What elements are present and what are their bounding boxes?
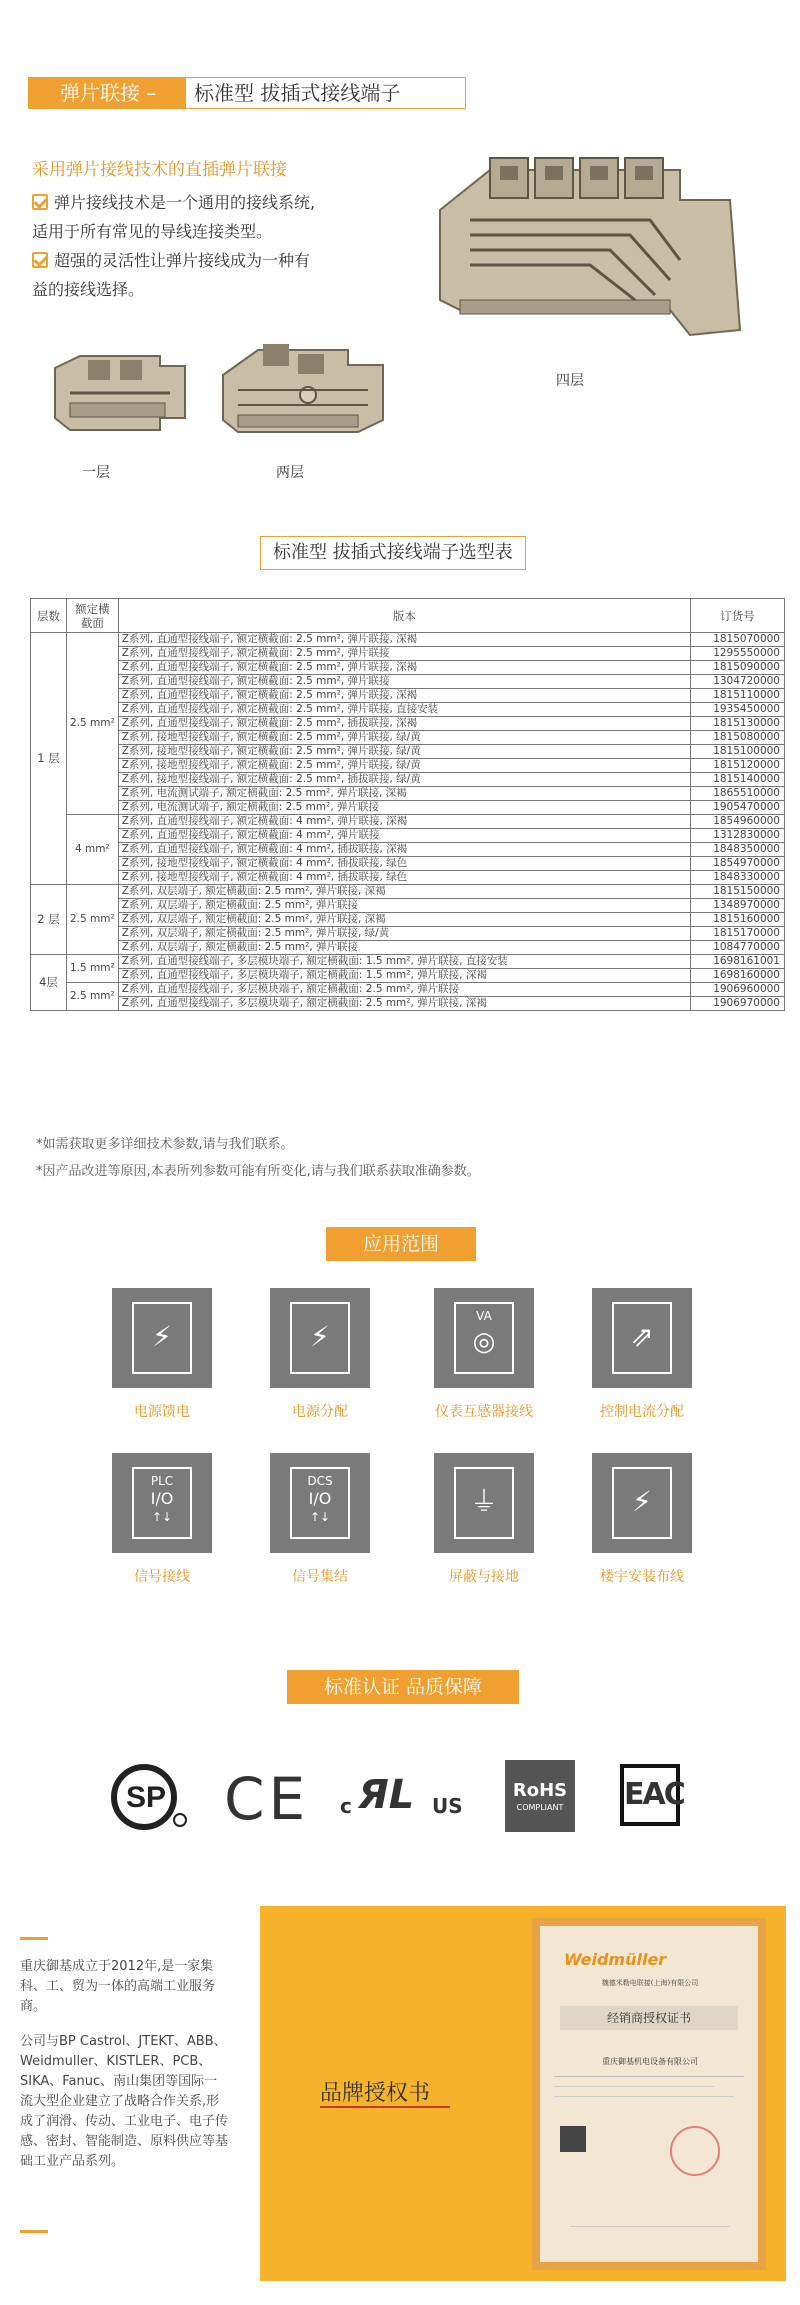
- application-label: 电源分配: [292, 1404, 348, 1420]
- signal-aggregation-icon: DCS I/O ↑↓: [270, 1453, 370, 1553]
- shield-ground-icon: ⏚: [434, 1453, 534, 1553]
- cell-version: Z系列, 直通型接线端子, 多层模块端子, 额定横截面: 1.5 mm², 弹片联接, 直接安装: [118, 955, 690, 969]
- cell-order-number: 1815120000: [691, 759, 785, 773]
- certification-title: 标准认证 品质保障: [287, 1670, 519, 1704]
- selection-table: [30, 598, 785, 1011]
- eac-mark-icon: EAC: [620, 1764, 680, 1826]
- cell-version: Z系列, 直通型接线端子, 额定横截面: 4 mm², 弹片联接, 深褐: [118, 815, 690, 829]
- table-row: [31, 899, 785, 913]
- cell-order-number: 1815070000: [691, 633, 785, 647]
- cell-order-number: 1815110000: [691, 689, 785, 703]
- cell-order-number: 1698160000: [691, 969, 785, 983]
- cell-version: Z系列, 直通型接线端子, 额定横截面: 2.5 mm², 弹片联接, 深褐: [118, 661, 690, 675]
- cell-version: Z系列, 接地型接线端子, 额定横截面: 4 mm², 插拔联接, 绿色: [118, 871, 690, 885]
- cell-version: Z系列, 直通型接线端子, 额定横截面: 2.5 mm², 弹片联接, 直接安装: [118, 703, 690, 717]
- cell-version: Z系列, 直通型接线端子, 额定横截面: 2.5 mm², 插拔联接, 深褐: [118, 717, 690, 731]
- caption-four-layer: 四层: [556, 373, 584, 389]
- cell-order-number: 1905470000: [691, 801, 785, 815]
- caption-two-layer: 两层: [276, 465, 304, 481]
- signal-wiring-icon: PLC I/O ↑↓: [112, 1453, 212, 1553]
- table-row: [31, 857, 785, 871]
- table-row: [31, 885, 785, 899]
- caption-one-layer: 一层: [82, 465, 110, 481]
- instrument-transformer-icon: VA ◎: [434, 1288, 534, 1388]
- cell-section: 2.5 mm²: [67, 885, 119, 955]
- cell-version: Z系列, 双层端子, 额定横截面: 2.5 mm², 弹片联接, 深褐: [118, 885, 690, 899]
- col-version: 版本: [118, 599, 690, 633]
- table-row: [31, 633, 785, 647]
- power-feed-icon: ⚡: [112, 1288, 212, 1388]
- qr-code-icon: [560, 2126, 586, 2152]
- header-banner: [28, 77, 466, 109]
- cell-order-number: 1854960000: [691, 815, 785, 829]
- cell-version: Z系列, 直通型接线端子, 多层模块端子, 额定横截面: 2.5 mm², 弹片联接: [118, 983, 690, 997]
- cell-version: Z系列, 接地型接线端子, 额定横截面: 4 mm², 插拔联接, 绿色: [118, 857, 690, 871]
- cell-layer: 2 层: [31, 885, 67, 955]
- cell-layer: 4层: [31, 955, 67, 1011]
- col-layers: 层数: [31, 599, 67, 633]
- cell-version: Z系列, 接地型接线端子, 额定横截面: 2.5 mm², 弹片联接, 绿/黄: [118, 731, 690, 745]
- cell-version: Z系列, 双层端子, 额定横截面: 2.5 mm², 弹片联接: [118, 941, 690, 955]
- application-label: 屏蔽与接地: [449, 1569, 519, 1585]
- control-current-icon: ⇗: [592, 1288, 692, 1388]
- application-label: 信号接线: [134, 1569, 190, 1585]
- table-row: [31, 997, 785, 1011]
- application-title: 应用范围: [326, 1227, 476, 1261]
- table-row: [31, 689, 785, 703]
- cell-section: 2.5 mm²: [67, 633, 119, 815]
- cell-version: Z系列, 双层端子, 额定横截面: 2.5 mm², 弹片联接: [118, 899, 690, 913]
- cell-order-number: 1815150000: [691, 885, 785, 899]
- table-body: [31, 633, 785, 1011]
- authorization-panel: [260, 1906, 786, 2281]
- application-label: 信号集结: [292, 1569, 348, 1585]
- table-row: [31, 759, 785, 773]
- table-row: [31, 745, 785, 759]
- table-row: [31, 829, 785, 843]
- cell-version: Z系列, 接地型接线端子, 额定横截面: 2.5 mm², 插拔联接, 绿/黄: [118, 773, 690, 787]
- table-row: [31, 927, 785, 941]
- table-row: [31, 647, 785, 661]
- building-wiring-icon: ⚡: [592, 1453, 692, 1553]
- rohs-compliant-icon: RoHS COMPLIANT: [505, 1760, 575, 1832]
- cell-order-number: 1815130000: [691, 717, 785, 731]
- cell-version: Z系列, 电流测试端子, 额定横截面: 2.5 mm², 弹片联接: [118, 801, 690, 815]
- cell-section: 2.5 mm²: [67, 983, 119, 1011]
- cell-layer: 1 层: [31, 633, 67, 885]
- four-layer-terminal-image: [430, 150, 750, 350]
- cell-order-number: 1865510000: [691, 787, 785, 801]
- cell-section: 4 mm²: [67, 815, 119, 885]
- table-row: [31, 731, 785, 745]
- cell-version: Z系列, 直通型接线端子, 额定横截面: 2.5 mm², 弹片联接, 深褐: [118, 633, 690, 647]
- table-row: [31, 955, 785, 969]
- banner-right: 标准型 拔插式接线端子: [186, 77, 466, 109]
- cell-order-number: 1698161001: [691, 955, 785, 969]
- authorization-underline: [320, 2106, 450, 2108]
- cell-order-number: 1084770000: [691, 941, 785, 955]
- note-2: *因产品改进等原因,本表所列参数可能有所变化,请与我们联系获取准确参数。: [36, 1164, 480, 1179]
- table-row: [31, 801, 785, 815]
- cell-version: Z系列, 接地型接线端子, 额定横截面: 2.5 mm², 弹片联接, 绿/黄: [118, 745, 690, 759]
- cell-version: Z系列, 双层端子, 额定横截面: 2.5 mm², 弹片联接, 绿/黄: [118, 927, 690, 941]
- ul-listed-icon: c ЯL US: [340, 1772, 463, 1818]
- cell-order-number: 1815080000: [691, 731, 785, 745]
- one-layer-terminal-image: [50, 348, 190, 438]
- cell-order-number: 1848350000: [691, 843, 785, 857]
- about-p1: 重庆御基成立于2012年,是一家集科、工、贸为一体的高端工业服务商。: [20, 1959, 216, 2014]
- csa-logo-icon: [108, 1762, 188, 1836]
- cell-order-number: 1304720000: [691, 675, 785, 689]
- cell-order-number: 1295550000: [691, 647, 785, 661]
- application-label: 控制电流分配: [600, 1404, 684, 1420]
- cell-order-number: 1815100000: [691, 745, 785, 759]
- checkbox-icon: [32, 252, 48, 268]
- cell-order-number: 1848330000: [691, 871, 785, 885]
- table-row: [31, 983, 785, 997]
- cell-version: Z系列, 直通型接线端子, 多层模块端子, 额定横截面: 1.5 mm², 弹片联接, 深褐: [118, 969, 690, 983]
- power-distribution-icon: ⚡: [270, 1288, 370, 1388]
- cell-version: Z系列, 电流测试端子, 额定横截面: 2.5 mm², 弹片联接, 深褐: [118, 787, 690, 801]
- table-row: [31, 871, 785, 885]
- cell-version: Z系列, 直通型接线端子, 额定横截面: 4 mm², 插拔联接, 深褐: [118, 843, 690, 857]
- cell-order-number: 1815090000: [691, 661, 785, 675]
- cell-version: Z系列, 直通型接线端子, 额定横截面: 4 mm², 弹片联接: [118, 829, 690, 843]
- table-row: [31, 815, 785, 829]
- application-label: 电源馈电: [134, 1404, 190, 1420]
- table-row: [31, 703, 785, 717]
- cell-order-number: 1906960000: [691, 983, 785, 997]
- table-title: 标准型 拔插式接线端子选型表: [260, 536, 526, 570]
- cell-version: Z系列, 双层端子, 额定横截面: 2.5 mm², 弹片联接, 深褐: [118, 913, 690, 927]
- col-order: 订货号: [691, 599, 785, 633]
- cell-order-number: 1348970000: [691, 899, 785, 913]
- authorization-certificate: Weidmüller 魏德米勒电联接(上海)有限公司 经销商授权证书 重庆御基机电设备有限公司: [532, 1918, 766, 2270]
- cell-order-number: 1815160000: [691, 913, 785, 927]
- svg-text:SP: SP: [126, 1781, 167, 1814]
- table-row: [31, 969, 785, 983]
- cell-order-number: 1854970000: [691, 857, 785, 871]
- table-row: [31, 913, 785, 927]
- table-row: [31, 787, 785, 801]
- banner-left: 弹片联接 –: [28, 77, 186, 109]
- cell-order-number: 1906970000: [691, 997, 785, 1011]
- seal-stamp-icon: [670, 2126, 720, 2176]
- cell-order-number: 1312830000: [691, 829, 785, 843]
- table-row: [31, 773, 785, 787]
- table-row: [31, 717, 785, 731]
- application-label: 仪表互感器接线: [435, 1404, 533, 1420]
- authorization-title: 品牌授权书: [320, 2081, 431, 2106]
- cell-version: Z系列, 直通型接线端子, 额定横截面: 2.5 mm², 弹片联接: [118, 647, 690, 661]
- cell-order-number: 1815140000: [691, 773, 785, 787]
- about-bar-top: [20, 1937, 48, 1940]
- about-p2: 公司与BP Castrol、JTEKT、ABB、Weidmuller、KISTLER、PCB、SIKA、Fanuc、南山集团等国际一流大型企业建立了战略合作关系,形成了润滑、传动、工业电子、电子传感、密封、智能制造、原料供应等基础工业产品系列。: [20, 2034, 229, 2169]
- table-row: [31, 843, 785, 857]
- cell-version: Z系列, 直通型接线端子, 额定横截面: 2.5 mm², 弹片联接, 深褐: [118, 689, 690, 703]
- cell-order-number: 1935450000: [691, 703, 785, 717]
- note-1: *如需获取更多详细技术参数,请与我们联系。: [36, 1137, 294, 1152]
- cell-version: Z系列, 接地型接线端子, 额定横截面: 2.5 mm², 弹片联接, 绿/黄: [118, 759, 690, 773]
- table-row: [31, 675, 785, 689]
- cell-version: Z系列, 直通型接线端子, 额定横截面: 2.5 mm², 弹片联接: [118, 675, 690, 689]
- cell-version: Z系列, 直通型接线端子, 多层模块端子, 额定横截面: 2.5 mm², 弹片联接, 深褐: [118, 997, 690, 1011]
- checkbox-icon: [32, 194, 48, 210]
- intro-subhead: 采用弹片接线技术的直插弹片联接: [32, 160, 287, 180]
- intro-text: 弹片接线技术是一个通用的接线系统, 适用于所有常见的导线连接类型。 超强的灵活性让弹片接线成为一种有 益的接线选择。: [32, 193, 316, 299]
- table-row: [31, 661, 785, 675]
- application-label: 楼宇安装布线: [600, 1569, 684, 1585]
- table-row: [31, 941, 785, 955]
- cell-section: 1.5 mm²: [67, 955, 119, 983]
- two-layer-terminal-image: [218, 340, 388, 440]
- about-bar-bottom: [20, 2230, 48, 2233]
- cell-order-number: 1815170000: [691, 927, 785, 941]
- ce-mark-icon: CE: [224, 1765, 310, 1833]
- col-section: 额定横截面: [67, 599, 119, 633]
